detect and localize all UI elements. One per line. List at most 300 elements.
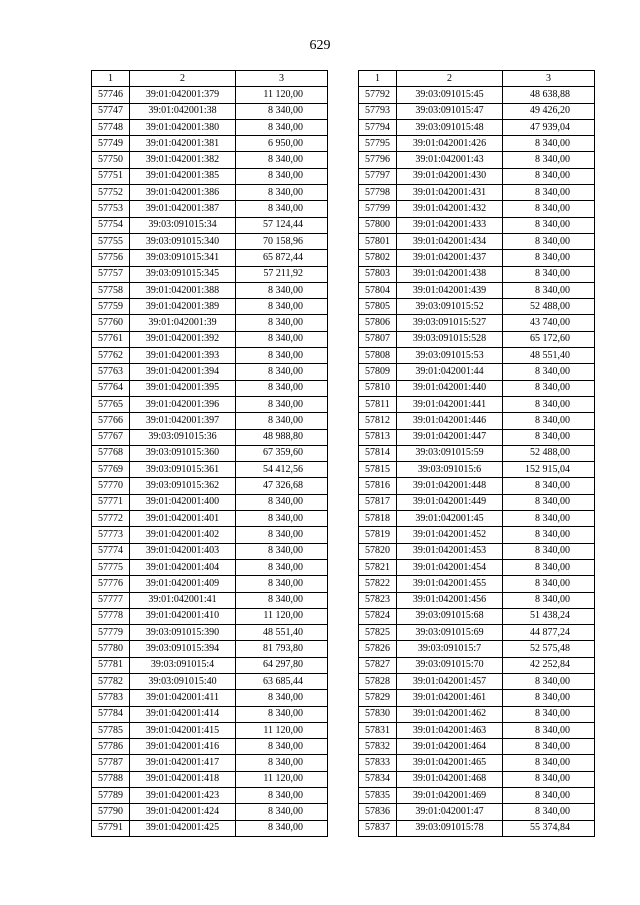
cadastral-number-cell: 39:01:042001:465 — [397, 755, 503, 771]
row-number-cell: 57816 — [359, 478, 397, 494]
row-number-cell: 57802 — [359, 250, 397, 266]
cadastral-number-cell: 39:01:042001:41 — [130, 592, 236, 608]
row-number-cell: 57752 — [92, 185, 130, 201]
row-number-cell: 57776 — [92, 576, 130, 592]
cadastral-number-cell: 39:03:091015:4 — [130, 657, 236, 673]
amount-cell: 8 340,00 — [503, 152, 595, 168]
table-row — [359, 494, 595, 510]
cadastral-number-cell: 39:01:042001:389 — [130, 299, 236, 315]
table-row — [359, 299, 595, 315]
amount-cell: 11 120,00 — [236, 771, 328, 787]
amount-cell: 8 340,00 — [503, 494, 595, 510]
cadastral-number-cell: 39:01:042001:447 — [397, 429, 503, 445]
row-number-cell: 57833 — [359, 755, 397, 771]
row-number-cell: 57835 — [359, 788, 397, 804]
cadastral-number-cell: 39:03:091015:68 — [397, 608, 503, 624]
cadastral-number-cell: 39:01:042001:44 — [397, 364, 503, 380]
cadastral-number-cell: 39:03:091015:69 — [397, 625, 503, 641]
cadastral-number-cell: 39:03:091015:7 — [397, 641, 503, 657]
amount-cell: 8 340,00 — [236, 348, 328, 364]
table-row — [359, 788, 595, 804]
cadastral-number-cell: 39:03:091015:53 — [397, 348, 503, 364]
table-row — [92, 608, 328, 624]
column-header-3: 3 — [503, 71, 595, 87]
row-number-cell: 57821 — [359, 559, 397, 575]
cadastral-number-cell: 39:01:042001:437 — [397, 250, 503, 266]
amount-cell: 8 340,00 — [236, 804, 328, 820]
row-number-cell: 57834 — [359, 771, 397, 787]
table-row — [359, 87, 595, 103]
cadastral-number-cell: 39:01:042001:394 — [130, 364, 236, 380]
row-number-cell: 57798 — [359, 185, 397, 201]
row-number-cell: 57808 — [359, 348, 397, 364]
cadastral-number-cell: 39:01:042001:47 — [397, 804, 503, 820]
table-row — [359, 592, 595, 608]
table-row — [359, 608, 595, 624]
amount-cell: 8 340,00 — [236, 201, 328, 217]
row-number-cell: 57814 — [359, 445, 397, 461]
cadastral-number-cell: 39:01:042001:463 — [397, 722, 503, 738]
cadastral-number-cell: 39:01:042001:469 — [397, 788, 503, 804]
amount-cell: 8 340,00 — [236, 820, 328, 836]
row-number-cell: 57782 — [92, 673, 130, 689]
table-row — [92, 478, 328, 494]
page-number: 629 — [309, 38, 331, 53]
table-row — [92, 771, 328, 787]
cadastral-number-cell: 39:01:042001:410 — [130, 608, 236, 624]
row-number-cell: 57764 — [92, 380, 130, 396]
row-number-cell: 57804 — [359, 282, 397, 298]
table-row — [92, 527, 328, 543]
amount-cell: 8 340,00 — [236, 543, 328, 559]
row-number-cell: 57831 — [359, 722, 397, 738]
row-number-cell: 57771 — [92, 494, 130, 510]
table-row — [359, 706, 595, 722]
row-number-cell: 57770 — [92, 478, 130, 494]
cadastral-number-cell: 39:01:042001:441 — [397, 396, 503, 412]
cadastral-number-cell: 39:01:042001:393 — [130, 348, 236, 364]
amount-cell: 48 988,80 — [236, 429, 328, 445]
row-number-cell: 57746 — [92, 87, 130, 103]
table-row — [359, 722, 595, 738]
row-number-cell: 57837 — [359, 820, 397, 836]
table-row — [92, 413, 328, 429]
table-row — [359, 739, 595, 755]
amount-cell: 8 340,00 — [503, 396, 595, 412]
cadastral-number-cell: 39:03:091015:394 — [130, 641, 236, 657]
table-row — [359, 331, 595, 347]
cadastral-number-cell: 39:03:091015:6 — [397, 462, 503, 478]
amount-cell: 8 340,00 — [236, 103, 328, 119]
table-row — [359, 136, 595, 152]
row-number-cell: 57822 — [359, 576, 397, 592]
row-number-cell: 57748 — [92, 119, 130, 135]
amount-cell: 8 340,00 — [236, 755, 328, 771]
table-row — [92, 625, 328, 641]
amount-cell: 57 211,92 — [236, 266, 328, 282]
cadastral-number-cell: 39:01:042001:454 — [397, 559, 503, 575]
row-number-cell: 57783 — [92, 690, 130, 706]
amount-cell: 8 340,00 — [503, 217, 595, 233]
table-row — [92, 559, 328, 575]
amount-cell: 47 939,04 — [503, 119, 595, 135]
amount-cell: 8 340,00 — [236, 494, 328, 510]
row-number-cell: 57766 — [92, 413, 130, 429]
amount-cell: 8 340,00 — [503, 282, 595, 298]
table-row — [359, 559, 595, 575]
table-row — [92, 136, 328, 152]
row-number-cell: 57749 — [92, 136, 130, 152]
amount-cell: 65 872,44 — [236, 250, 328, 266]
table-row — [92, 429, 328, 445]
table-row — [359, 641, 595, 657]
cadastral-number-cell: 39:01:042001:396 — [130, 396, 236, 412]
cadastral-number-cell: 39:03:091015:45 — [397, 87, 503, 103]
cadastral-number-cell: 39:01:042001:431 — [397, 185, 503, 201]
amount-cell: 52 488,00 — [503, 299, 595, 315]
cadastral-number-cell: 39:01:042001:379 — [130, 87, 236, 103]
amount-cell: 8 340,00 — [236, 168, 328, 184]
cadastral-number-cell: 39:01:042001:382 — [130, 152, 236, 168]
cadastral-number-cell: 39:03:091015:59 — [397, 445, 503, 461]
cadastral-number-cell: 39:01:042001:403 — [130, 543, 236, 559]
row-number-cell: 57805 — [359, 299, 397, 315]
cadastral-number-cell: 39:01:042001:440 — [397, 380, 503, 396]
row-number-cell: 57768 — [92, 445, 130, 461]
table-row — [359, 103, 595, 119]
amount-cell: 8 340,00 — [503, 690, 595, 706]
amount-cell: 42 252,84 — [503, 657, 595, 673]
amount-cell: 65 172,60 — [503, 331, 595, 347]
table-row — [92, 185, 328, 201]
column-header-1: 1 — [359, 71, 397, 87]
table-row — [359, 266, 595, 282]
cadastral-number-cell: 39:03:091015:34 — [130, 217, 236, 233]
amount-cell: 8 340,00 — [503, 185, 595, 201]
amount-cell: 8 340,00 — [236, 152, 328, 168]
amount-cell: 48 551,40 — [503, 348, 595, 364]
table-row — [92, 657, 328, 673]
table-row — [359, 755, 595, 771]
cadastral-number-cell: 39:01:042001:438 — [397, 266, 503, 282]
row-number-cell: 57797 — [359, 168, 397, 184]
amount-cell: 8 340,00 — [503, 771, 595, 787]
table-row — [92, 250, 328, 266]
row-number-cell: 57815 — [359, 462, 397, 478]
table-row — [359, 429, 595, 445]
table-row — [92, 103, 328, 119]
table-row — [359, 119, 595, 135]
table-row — [359, 364, 595, 380]
cadastral-number-cell: 39:01:042001:433 — [397, 217, 503, 233]
amount-cell: 8 340,00 — [503, 266, 595, 282]
cadastral-number-cell: 39:03:091015:341 — [130, 250, 236, 266]
header-row — [92, 71, 328, 87]
amount-cell: 8 340,00 — [503, 364, 595, 380]
row-number-cell: 57775 — [92, 559, 130, 575]
column-header-2: 2 — [397, 71, 503, 87]
amount-cell: 54 412,56 — [236, 462, 328, 478]
cadastral-number-cell: 39:01:042001:425 — [130, 820, 236, 836]
row-number-cell: 57755 — [92, 233, 130, 249]
table-row — [359, 478, 595, 494]
amount-cell: 55 374,84 — [503, 820, 595, 836]
amount-cell: 8 340,00 — [503, 478, 595, 494]
row-number-cell: 57806 — [359, 315, 397, 331]
cadastral-number-cell: 39:01:042001:392 — [130, 331, 236, 347]
cadastral-number-cell: 39:03:091015:528 — [397, 331, 503, 347]
amount-cell: 8 340,00 — [236, 739, 328, 755]
cadastral-number-cell: 39:01:042001:461 — [397, 690, 503, 706]
cadastral-number-cell: 39:01:042001:409 — [130, 576, 236, 592]
table-row — [92, 543, 328, 559]
cadastral-number-cell: 39:01:042001:439 — [397, 282, 503, 298]
amount-cell: 67 359,60 — [236, 445, 328, 461]
row-number-cell: 57800 — [359, 217, 397, 233]
cadastral-number-cell: 39:01:042001:45 — [397, 511, 503, 527]
row-number-cell: 57763 — [92, 364, 130, 380]
amount-cell: 8 340,00 — [503, 592, 595, 608]
cadastral-number-cell: 39:01:042001:39 — [130, 315, 236, 331]
amount-cell: 8 340,00 — [503, 788, 595, 804]
cadastral-number-cell: 39:03:091015:40 — [130, 673, 236, 689]
row-number-cell: 57799 — [359, 201, 397, 217]
row-number-cell: 57774 — [92, 543, 130, 559]
table-row — [359, 804, 595, 820]
row-number-cell: 57828 — [359, 673, 397, 689]
amount-cell: 8 340,00 — [236, 706, 328, 722]
amount-cell: 8 340,00 — [236, 299, 328, 315]
row-number-cell: 57779 — [92, 625, 130, 641]
cadastral-number-cell: 39:01:042001:402 — [130, 527, 236, 543]
row-number-cell: 57786 — [92, 739, 130, 755]
row-number-cell: 57750 — [92, 152, 130, 168]
row-number-cell: 57781 — [92, 657, 130, 673]
cadastral-number-cell: 39:01:042001:430 — [397, 168, 503, 184]
row-number-cell: 57811 — [359, 396, 397, 412]
cadastral-number-cell: 39:01:042001:468 — [397, 771, 503, 787]
table-row — [359, 511, 595, 527]
table-row — [92, 348, 328, 364]
row-number-cell: 57773 — [92, 527, 130, 543]
table-row — [92, 641, 328, 657]
cadastral-number-cell: 39:01:042001:432 — [397, 201, 503, 217]
cadastral-number-cell: 39:03:091015:527 — [397, 315, 503, 331]
table-row — [92, 820, 328, 836]
table-row — [92, 445, 328, 461]
row-number-cell: 57788 — [92, 771, 130, 787]
table-row — [92, 266, 328, 282]
table-row — [359, 168, 595, 184]
row-number-cell: 57785 — [92, 722, 130, 738]
amount-cell: 57 124,44 — [236, 217, 328, 233]
amount-cell: 63 685,44 — [236, 673, 328, 689]
row-number-cell: 57796 — [359, 152, 397, 168]
table-row — [92, 282, 328, 298]
row-number-cell: 57832 — [359, 739, 397, 755]
column-header-3: 3 — [236, 71, 328, 87]
amount-cell: 8 340,00 — [236, 380, 328, 396]
amount-cell: 8 340,00 — [503, 804, 595, 820]
amount-cell: 8 340,00 — [503, 168, 595, 184]
amount-cell: 64 297,80 — [236, 657, 328, 673]
cadastral-number-cell: 39:01:042001:388 — [130, 282, 236, 298]
row-number-cell: 57827 — [359, 657, 397, 673]
table-row — [359, 201, 595, 217]
row-number-cell: 57820 — [359, 543, 397, 559]
table-row — [92, 673, 328, 689]
cadastral-number-cell: 39:03:091015:362 — [130, 478, 236, 494]
cadastral-number-cell: 39:01:042001:417 — [130, 755, 236, 771]
table-row — [92, 119, 328, 135]
cadastral-number-cell: 39:01:042001:456 — [397, 592, 503, 608]
table-row — [359, 527, 595, 543]
table-row — [359, 217, 595, 233]
amount-cell: 8 340,00 — [236, 527, 328, 543]
header-row — [359, 71, 595, 87]
table-row — [359, 315, 595, 331]
cadastral-number-cell: 39:01:042001:446 — [397, 413, 503, 429]
amount-cell: 44 877,24 — [503, 625, 595, 641]
amount-cell: 8 340,00 — [503, 201, 595, 217]
amount-cell: 8 340,00 — [503, 755, 595, 771]
cadastral-number-cell: 39:01:042001:418 — [130, 771, 236, 787]
cadastral-number-cell: 39:01:042001:464 — [397, 739, 503, 755]
cadastral-number-cell: 39:01:042001:415 — [130, 722, 236, 738]
amount-cell: 49 426,20 — [503, 103, 595, 119]
row-number-cell: 57812 — [359, 413, 397, 429]
amount-cell: 8 340,00 — [236, 331, 328, 347]
table-row — [92, 168, 328, 184]
left-table — [91, 70, 328, 837]
amount-cell: 6 950,00 — [236, 136, 328, 152]
table-row — [92, 201, 328, 217]
cadastral-number-cell: 39:03:091015:360 — [130, 445, 236, 461]
cadastral-number-cell: 39:01:042001:426 — [397, 136, 503, 152]
table-row — [92, 804, 328, 820]
row-number-cell: 57747 — [92, 103, 130, 119]
table-row — [92, 511, 328, 527]
table-row — [92, 233, 328, 249]
cadastral-number-cell: 39:03:091015:70 — [397, 657, 503, 673]
amount-cell: 47 326,68 — [236, 478, 328, 494]
row-number-cell: 57817 — [359, 494, 397, 510]
cadastral-number-cell: 39:01:042001:381 — [130, 136, 236, 152]
row-number-cell: 57813 — [359, 429, 397, 445]
column-header-1: 1 — [92, 71, 130, 87]
amount-cell: 8 340,00 — [236, 690, 328, 706]
table-row — [359, 576, 595, 592]
amount-cell: 8 340,00 — [503, 673, 595, 689]
table-row — [359, 462, 595, 478]
table-row — [359, 185, 595, 201]
table-row — [359, 625, 595, 641]
amount-cell: 52 575,48 — [503, 641, 595, 657]
row-number-cell: 57784 — [92, 706, 130, 722]
amount-cell: 51 438,24 — [503, 608, 595, 624]
amount-cell: 8 340,00 — [503, 233, 595, 249]
row-number-cell: 57819 — [359, 527, 397, 543]
table-row — [359, 380, 595, 396]
table-row — [92, 380, 328, 396]
cadastral-number-cell: 39:01:042001:387 — [130, 201, 236, 217]
amount-cell: 8 340,00 — [236, 559, 328, 575]
amount-cell: 43 740,00 — [503, 315, 595, 331]
table-row — [92, 217, 328, 233]
amount-cell: 8 340,00 — [236, 511, 328, 527]
table-row — [92, 331, 328, 347]
row-number-cell: 57754 — [92, 217, 130, 233]
table-row — [359, 233, 595, 249]
amount-cell: 81 793,80 — [236, 641, 328, 657]
row-number-cell: 57789 — [92, 788, 130, 804]
amount-cell: 8 340,00 — [236, 396, 328, 412]
cadastral-number-cell: 39:01:042001:455 — [397, 576, 503, 592]
amount-cell: 8 340,00 — [236, 788, 328, 804]
amount-cell: 8 340,00 — [236, 413, 328, 429]
cadastral-number-cell: 39:01:042001:380 — [130, 119, 236, 135]
amount-cell: 70 158,96 — [236, 233, 328, 249]
cadastral-number-cell: 39:03:091015:48 — [397, 119, 503, 135]
row-number-cell: 57810 — [359, 380, 397, 396]
table-row — [92, 576, 328, 592]
amount-cell: 8 340,00 — [503, 706, 595, 722]
right-table — [358, 70, 595, 837]
amount-cell: 8 340,00 — [503, 722, 595, 738]
row-number-cell: 57761 — [92, 331, 130, 347]
cadastral-number-cell: 39:01:042001:386 — [130, 185, 236, 201]
amount-cell: 8 340,00 — [236, 576, 328, 592]
amount-cell: 48 551,40 — [236, 625, 328, 641]
row-number-cell: 57818 — [359, 511, 397, 527]
cadastral-number-cell: 39:03:091015:361 — [130, 462, 236, 478]
table-row — [92, 396, 328, 412]
cadastral-number-cell: 39:01:042001:385 — [130, 168, 236, 184]
amount-cell: 8 340,00 — [503, 559, 595, 575]
cadastral-number-cell: 39:01:042001:397 — [130, 413, 236, 429]
cadastral-number-cell: 39:03:091015:47 — [397, 103, 503, 119]
row-number-cell: 57824 — [359, 608, 397, 624]
cadastral-number-cell: 39:01:042001:416 — [130, 739, 236, 755]
amount-cell: 11 120,00 — [236, 608, 328, 624]
table-row — [92, 690, 328, 706]
amount-cell: 8 340,00 — [503, 739, 595, 755]
table-row — [359, 348, 595, 364]
row-number-cell: 57762 — [92, 348, 130, 364]
table-row — [92, 494, 328, 510]
row-number-cell: 57830 — [359, 706, 397, 722]
cadastral-number-cell: 39:01:042001:449 — [397, 494, 503, 510]
cadastral-number-cell: 39:01:042001:411 — [130, 690, 236, 706]
table-row — [92, 87, 328, 103]
amount-cell: 11 120,00 — [236, 87, 328, 103]
table-row — [359, 282, 595, 298]
row-number-cell: 57794 — [359, 119, 397, 135]
table-row — [92, 299, 328, 315]
amount-cell: 8 340,00 — [503, 250, 595, 266]
table-row — [92, 755, 328, 771]
table-row — [359, 543, 595, 559]
row-number-cell: 57767 — [92, 429, 130, 445]
row-number-cell: 57787 — [92, 755, 130, 771]
table-row — [92, 722, 328, 738]
amount-cell: 8 340,00 — [503, 511, 595, 527]
cadastral-number-cell: 39:01:042001:400 — [130, 494, 236, 510]
table-row — [92, 706, 328, 722]
table-row — [92, 592, 328, 608]
amount-cell: 8 340,00 — [236, 185, 328, 201]
amount-cell: 8 340,00 — [236, 364, 328, 380]
